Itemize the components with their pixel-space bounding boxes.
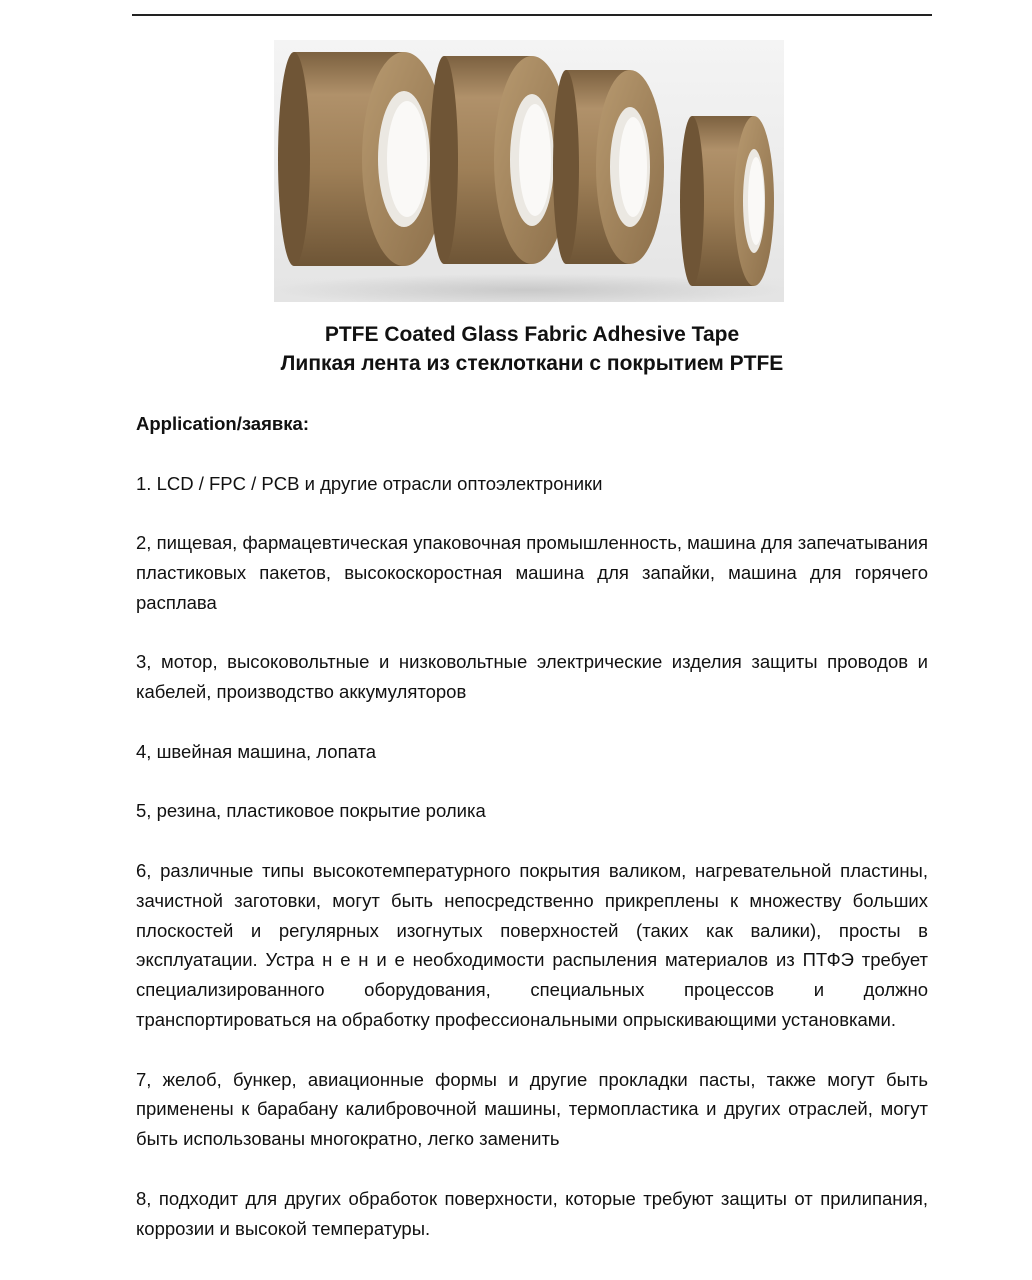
application-item-2: 2, пищевая, фармацевтическая упаковочная промышленность, машина для запечатывания пластиковых пакетов, высокоскоростная машина для запайки, машина для горячего расплава xyxy=(136,532,928,613)
tape-roll-2 xyxy=(430,56,570,264)
application-item-4: 4, швейная машина, лопата xyxy=(136,740,377,762)
application-item-7: 7, желоб, бункер, авиационные формы и другие прокладки пасты, также могут быть применены к барабану калибровочной машины, термопластика и других отраслей, могут быть использованы многократно, легко заменить xyxy=(136,1068,928,1150)
tape-roll-3 xyxy=(553,70,664,264)
title-block xyxy=(132,320,932,378)
ptfe-tape-rolls-photo xyxy=(274,40,784,302)
tape-roll-1 xyxy=(278,52,446,266)
tape-roll-4 xyxy=(680,116,774,286)
title-english: PTFE Coated Glass Fabric Adhesive Tape xyxy=(324,323,740,346)
title-russian: Липкая лента из стеклоткани с покрытием PTFE xyxy=(280,352,784,375)
application-section xyxy=(136,409,928,1243)
top-rule xyxy=(132,14,932,16)
application-item-1: 1. LCD / FPC / PCB и другие отрасли оптоэлектроники xyxy=(136,472,603,494)
application-heading: Application/заявка: xyxy=(136,413,309,434)
application-item-3: 3, мотор, высоковольтные и низковольтные электрические изделия защиты проводов и кабелей, производство аккумуляторов xyxy=(136,651,928,703)
application-item-5: 5, резина, пластиковое покрытие ролика xyxy=(136,800,486,822)
application-item-8: 8, подходит для других обработок поверхности, которые требуют защиты от прилипания, коррозии и высокой температуры. xyxy=(136,1187,928,1239)
application-item-6: 6, различные типы высокотемпературного покрытия валиком, нагревательной пластины, зачистной заготовки, могут быть непосредственно прикреплены к множеству больших плоскостей и регулярных изогнутых поверхностей (таких как валики), просты в эксплуатации. Устра н е н и е необходимости распыления материалов из ПТФЭ требует специализированного оборудования, специальных процессов и должно транспортироваться на обработку профессиональными опрыскивающими установками. xyxy=(136,859,928,1030)
